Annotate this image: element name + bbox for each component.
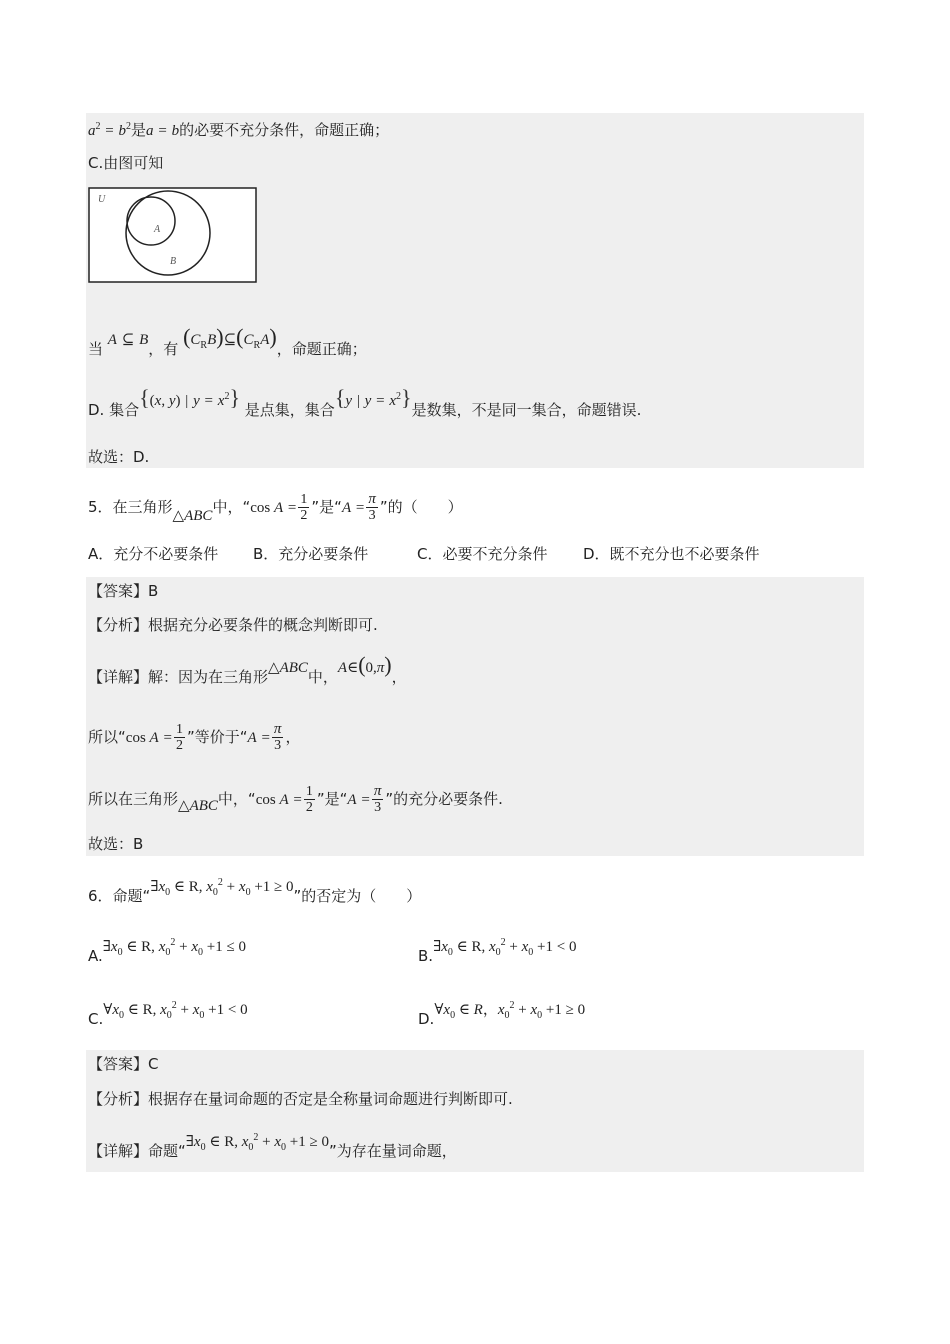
q5-option-c: C．必要不充分条件 (417, 545, 548, 563)
venn-label-b: B (170, 256, 177, 267)
q4-line-b: $a^2 = b^2$是a = b的必要不充分条件，命题正确； (88, 121, 390, 139)
q5-detail: 【详解】解：因为在三角形△ABC中，A∈(0,π)， (88, 652, 407, 686)
q5-options (88, 543, 760, 565)
q6-stem: 6．命题“$\exists x_0$ ∈ R, $x_0^2 + x_0 +1 \ge 0$”的否定为（ ） (88, 877, 422, 905)
q5-stem: 5．在三角形△ABC中，“cos A = $\frac{1}{2}$ ”是“A = $\frac{\pi}{3}$ ”的（ ） (88, 491, 463, 524)
q4-line-c: C.由图可知 (88, 154, 164, 172)
venn-label-a: A (154, 224, 161, 235)
q6-answer: 【答案】C (88, 1055, 159, 1073)
q6-option-c: $C.\forall x_0$ ∈ R, $x_0^2 + x_0 +1 < 0$ (88, 1000, 248, 1028)
q6-option-d: $D.\forall x_0$ ∈ R，$x_0^2 + x_0 +1 \ge 0$ (418, 1000, 586, 1028)
q4-line-d: D. 集合{(x, y) | $y = x^2$} 是点集，集合{y | $y = x^2$}是数集，不是同一集合，命题错误. (88, 385, 642, 419)
q6-option-a: $A.\exists x_0$ ∈ R, $x_0^2 + x_0 +1 \le 0$ (88, 937, 246, 965)
q5-option-d: D．既不充分也不必要条件 (583, 545, 760, 563)
q4-line-c2: 当 A ⊆ B，有 $(C_RB)⊆(C_RA)$，命题正确； (88, 324, 367, 358)
q5-option-a: A．充分不必要条件 (88, 545, 219, 563)
q6-option-b: $B.\exists x_0$ ∈ R, $x_0^2 + x_0 +1 < 0$ (418, 937, 577, 965)
q5-final: 故选：B (88, 835, 144, 853)
q5-detail-line3: 所以在三角形△ABC中，“cos A = $\frac{1}{2}$ ”是“A = $\frac{\pi}{3}$ ”的充分必要条件. (88, 783, 503, 815)
q5-analysis: 【分析】根据充分必要条件的概念判断即可. (88, 616, 378, 634)
q5-option-b: B．充分必要条件 (253, 545, 369, 563)
venn-label-u: U (98, 194, 106, 205)
q5-answer: 【答案】B (88, 582, 159, 600)
q6-detail: 【详解】命题“$\exists x_0$ ∈ R, $x_0^2 + x_0 +1 \ge 0$”为存在量词命题， (88, 1132, 457, 1160)
q6-analysis: 【分析】根据存在量词命题的否定是全称量词命题进行判断即可. (88, 1090, 513, 1108)
venn-diagram (88, 186, 258, 284)
q4-answer: 故选：D. (88, 448, 150, 466)
q5-detail-line2: 所以“cos A = $\frac{1}{2}$ ”等价于“A = $\frac{\pi}{3}$ ， (88, 721, 301, 753)
